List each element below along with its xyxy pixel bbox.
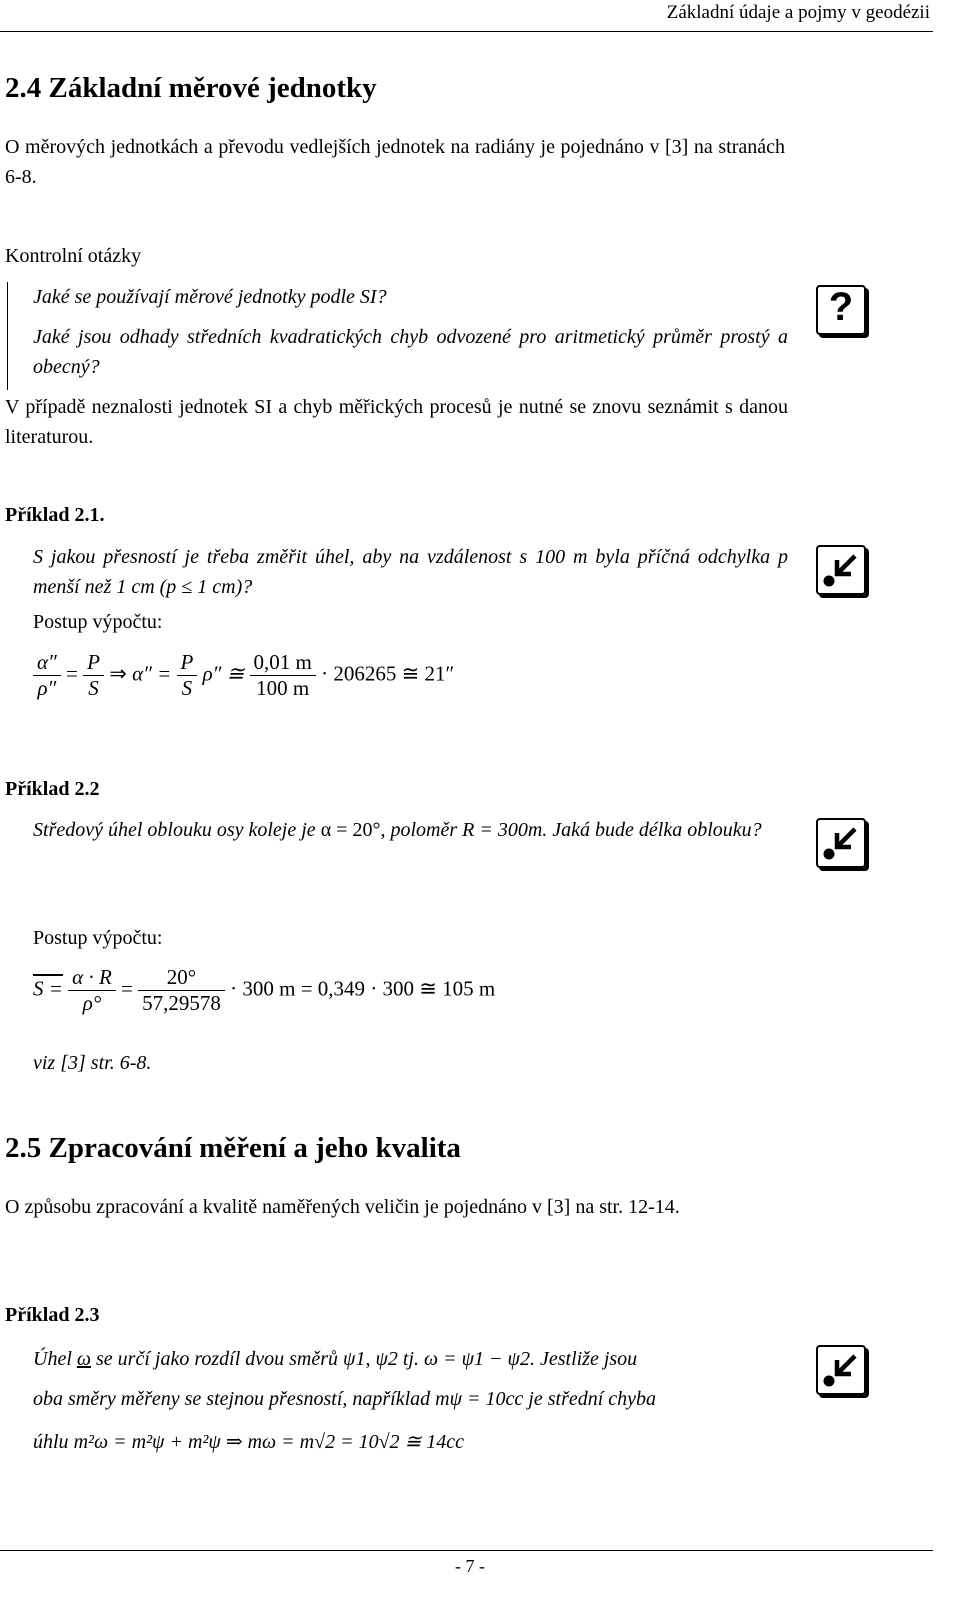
question-mark-icon: ? xyxy=(816,285,866,335)
example-2-2-postup: Postup výpočtu: xyxy=(33,927,163,949)
example-2-1-formula: $\frac{\alpha''}{\rho''}$ = $\frac{P}{S}$ ⇒ α″ = $\frac{P}{S}$ ρ″ ≅ $\frac{0,01 m}{100 m}$ · 206265 ≅ 21″ xyxy=(33,650,454,701)
example-2-1-heading: Příklad 2.1. xyxy=(5,504,105,526)
formula-fraction-alpha-rho: $\frac{\alpha''}{\rho''}$ xyxy=(33,650,61,701)
running-header: Základní údaje a pojmy v geodézii xyxy=(666,2,930,23)
formula-fraction-values: $\frac{0,01 m}{100 m}$ xyxy=(250,650,316,701)
formula-fraction-p-s-2: $\frac{P}{S}$ xyxy=(177,650,198,701)
example-2-1-postup: Postup výpočtu: xyxy=(33,611,163,633)
exercise-arrow-icon-1 xyxy=(816,545,866,595)
question-1: Jaké se používají měrové jednotky podle SI? xyxy=(33,286,387,308)
example-2-2-reference: viz [3] str. 6-8. xyxy=(33,1052,152,1074)
section-2-4-intro: O měrových jednotkách a převodu vedlejších jednotek na radiány je pojednáno v [3] na stranách 6-8. xyxy=(5,136,785,188)
formula-fraction-p-s: $\frac{P}{S}$ xyxy=(83,650,104,701)
section-heading-2-4: 2.4 Základní měrové jednotky xyxy=(5,72,377,104)
section-heading-2-5: 2.5 Zpracování měření a jeho kvalita xyxy=(5,1132,461,1164)
question-2: Jaké jsou odhady středních kvadratických chyb odvozené pro aritmetický průměr prostý a obecný? xyxy=(33,326,788,378)
questions-heading: Kontrolní otázky xyxy=(5,245,142,267)
example-2-2-formula: S = $\frac{\alpha \cdot R}{\rho^\circ}$ = $\frac{20^\circ}{57,29578}$ · 300 m = 0,349 · 300 ≅ 105 m xyxy=(33,965,496,1015)
example-2-3-line-2: oba směry měřeny se stejnou přesností, například mψ = 10cc je střední chyba xyxy=(33,1388,657,1410)
example-2-3-line-3: úhlu m²ω = m²ψ + m²ψ ⇒ mω = m√2 = 10√2 ≅ 14cc xyxy=(33,1431,465,1453)
footer-rule xyxy=(0,1550,933,1551)
exercise-arrow-icon-2 xyxy=(816,818,866,868)
section-2-5-intro: O způsobu zpracování a kvalitě naměřených veličin je pojednáno v [3] na str. 12-14. xyxy=(5,1196,680,1218)
example-2-1-text: S jakou přesností je třeba změřit úhel, aby na vzdálenost s 100 m byla příčná odchylka p menší než 1 cm (p ≤ 1 cm)? xyxy=(33,546,788,598)
example-2-2-heading: Příklad 2.2 xyxy=(5,778,100,800)
header-rule xyxy=(0,31,933,32)
questions-note: V případě neznalosti jednotek SI a chyb měřických procesů je nutné se znovu seznámit s danou literaturou. xyxy=(5,396,788,448)
formula-fraction-alpha-r: $\frac{\alpha \cdot R}{\rho^\circ}$ xyxy=(68,965,116,1016)
page-number: - 7 - xyxy=(455,1556,485,1576)
alpha-expression: α = 20° xyxy=(320,819,381,841)
example-2-3-heading: Příklad 2.3 xyxy=(5,1304,100,1326)
exercise-arrow-icon-3 xyxy=(816,1345,866,1395)
questions-margin-line xyxy=(7,282,8,390)
example-2-2-text: Středový úhel oblouku osy koleje je α = 20°, poloměr R = 300m. Jaká bude délka oblouku? xyxy=(33,819,762,841)
formula-fraction-degrees: $\frac{20^\circ}{57,29578}$ xyxy=(138,965,225,1016)
example-2-3-line-1: Úhel ω se určí jako rozdíl dvou směrů ψ1, ψ2 tj. ω = ψ1 − ψ2. Jestliže jsou xyxy=(33,1348,638,1370)
